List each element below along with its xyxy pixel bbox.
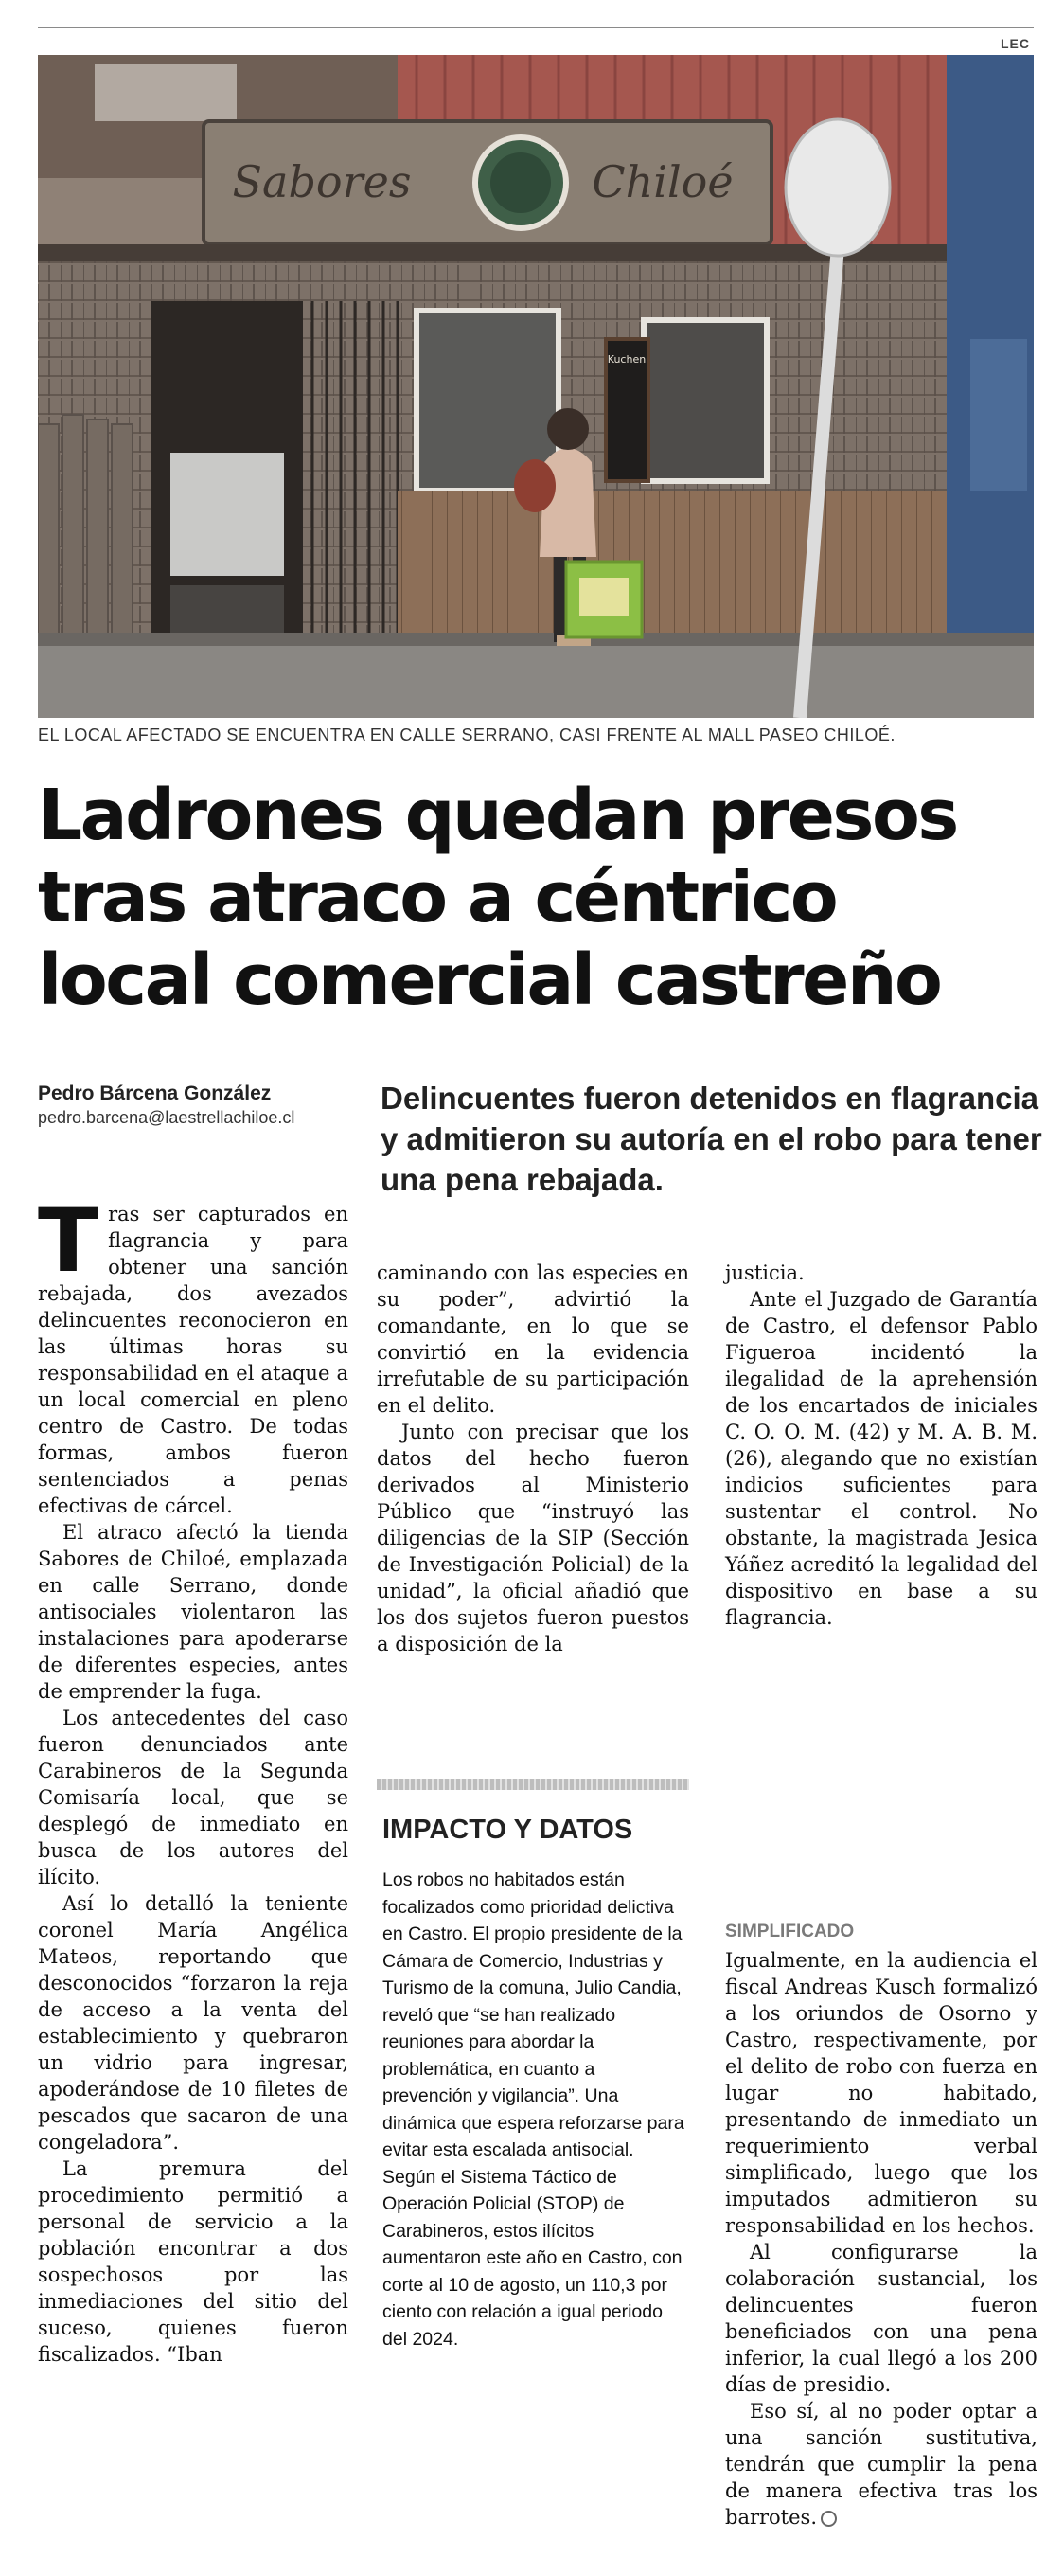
info-box-bar bbox=[377, 1779, 689, 1790]
photo-caption: EL LOCAL AFECTADO SE ENCUENTRA EN CALLE SERRANO, CASI FRENTE AL MALL PASEO CHILOÉ. bbox=[38, 725, 896, 744]
headline-line-2: tras atraco a céntrico bbox=[38, 857, 837, 939]
section-tag: LEC bbox=[1001, 36, 1030, 51]
info-box-text: Los robos no habitados están focalizados como prioridad delictiva en Castro. El propio presidente de la Cámara de Comercio, Industrias y Turismo de la comuna, Julio Candia, reveló que “se han realizado reuniones para abordar la problemática, en cuanto a prevención y vigilancia”. Una dinámica que espera reforzarse para evitar esta escalada antisocial. Según el Sistema Táctico de Operación Policial (STOP) de Carabineros, estos ilícitos aumentaron este año en Castro, con corte al 10 de agosto, un 110,3 por ciento con relación a igual periodo del 2024. bbox=[382, 1869, 684, 2350]
end-mark-icon bbox=[821, 2511, 837, 2527]
storefront-photo-illustration bbox=[38, 55, 1034, 718]
subheadline: Delincuentes fueron detenidos en flagrancia y admitieron su autoría en el robo para tener una pena rebajada. bbox=[381, 1081, 1042, 1197]
paragraph-7: Junto con precisar que los datos del hecho fueron derivados al Ministerio Público que “instruyó las diligencias de la SIP (Sección de Investigación Policial) de la unidad”, la oficial añadió que los dos sujetos fueron puestos a disposición de la bbox=[377, 1421, 689, 1655]
chalkboard-text: Kuchen bbox=[607, 353, 647, 366]
paragraph-1-text: ras ser capturados en flagrancia y para obtener una sanción rebajada, dos avezados delincuentes reconocieron en las últimas horas su responsabilidad en el ataque a un local comercial en pleno centro de Castro. De todas formas, ambos fueron sentenciados a penas efectivas de cárcel. bbox=[38, 1203, 348, 1517]
article-column-1 bbox=[38, 1190, 348, 2368]
byline bbox=[38, 1082, 360, 1128]
headline-line-1: Ladrones quedan presos bbox=[38, 775, 957, 856]
paragraph-5: La premura del procedimiento permitió a personal de servicio a la población encontrar a dos sospechosos por las inmediaciones del sitio del suceso, quienes fueron fiscalizados. “Iban bbox=[38, 2157, 348, 2366]
section-subtitle: SIMPLIFICADO bbox=[725, 1922, 855, 1941]
sign-text-chiloe: Chiloé bbox=[592, 156, 734, 207]
article-column-3 bbox=[725, 1260, 1037, 1631]
headline bbox=[38, 775, 1041, 1022]
sign-text-sabores: Sabores bbox=[232, 156, 412, 207]
paragraph-8: justicia. bbox=[725, 1261, 805, 1284]
paragraph-4: Así lo detalló la teniente coronel María Angélica Mateos, reportando que desconocidos “forzaron la reja de acceso a la venta del establecimiento y quebraron un vidrio para ingresar, apoderándose de 10 filetes de pescados que sacaron de una congeladora”. bbox=[38, 1892, 348, 2154]
paragraph-1 bbox=[38, 1190, 348, 1519]
drop-cap: T bbox=[38, 1190, 99, 1293]
paragraph-12 bbox=[725, 2398, 1037, 2531]
info-box bbox=[377, 1779, 689, 2352]
paragraph-11: Al configurarse la colaboración sustancial, los delincuentes fueron beneficiados con una pena inferior, la cual llegó a los 200 días de presidio. bbox=[725, 2241, 1037, 2396]
info-box-title: IMPACTO Y DATOS bbox=[382, 1815, 633, 1845]
headline-line-3: local comercial castreño bbox=[38, 939, 941, 1021]
article-photo bbox=[38, 55, 1034, 718]
paragraph-10: Igualmente, en la audiencia el fiscal Andreas Kusch formalizó a los oriundos de Osorno y Castro, respectivamente, por el delito de robo con fuerza en lugar no habitado, presentando de inmediato un requerimiento verbal simplificado, luego que los imputados admitieron su responsabilidad en los hechos. bbox=[725, 1949, 1037, 2237]
paragraph-2: El atraco afectó la tienda Sabores de Chiloé, emplazada en calle Serrano, donde antisociales violentaron las instalaciones para apoderarse de diferentes especies, antes de emprender la fuga. bbox=[38, 1521, 348, 1703]
author-email[interactable]: pedro.barcena@laestrellachiloe.cl bbox=[38, 1108, 295, 1127]
author-name: Pedro Bárcena González bbox=[38, 1082, 272, 1104]
article-column-2 bbox=[377, 1260, 689, 1657]
paragraph-3: Los antecedentes del caso fueron denunciados ante Carabineros de la Segunda Comisaría local, que se desplegó de inmediato en busca de los autores del ilícito. bbox=[38, 1707, 348, 1888]
paragraph-9: Ante el Juzgado de Garantía de Castro, el defensor Pablo Figueroa incidentó la ilegalidad de la aprehensión de los encartados de iniciales C. O. O. M. (42) y M. A. B. M. (26), alegando que no existían indicios suficientes para sustentar el control. No obstante, la magistrada Jesica Yáñez acreditó la legalidad del dispositivo en base a su flagrancia. bbox=[725, 1288, 1037, 1629]
article-section-simplificado bbox=[725, 1919, 1037, 2531]
top-rule bbox=[38, 27, 1034, 28]
paragraph-6: caminando con las especies en su poder”, advirtió la comandante, en lo que se convirtió en la evidencia irrefutable de su participación en el delito. bbox=[377, 1261, 689, 1417]
paragraph-12-text: Eso sí, al no poder optar a una sanción sustitutiva, tendrán que cumplir la pena de manera efectiva tras los barrotes. bbox=[725, 2400, 1037, 2529]
